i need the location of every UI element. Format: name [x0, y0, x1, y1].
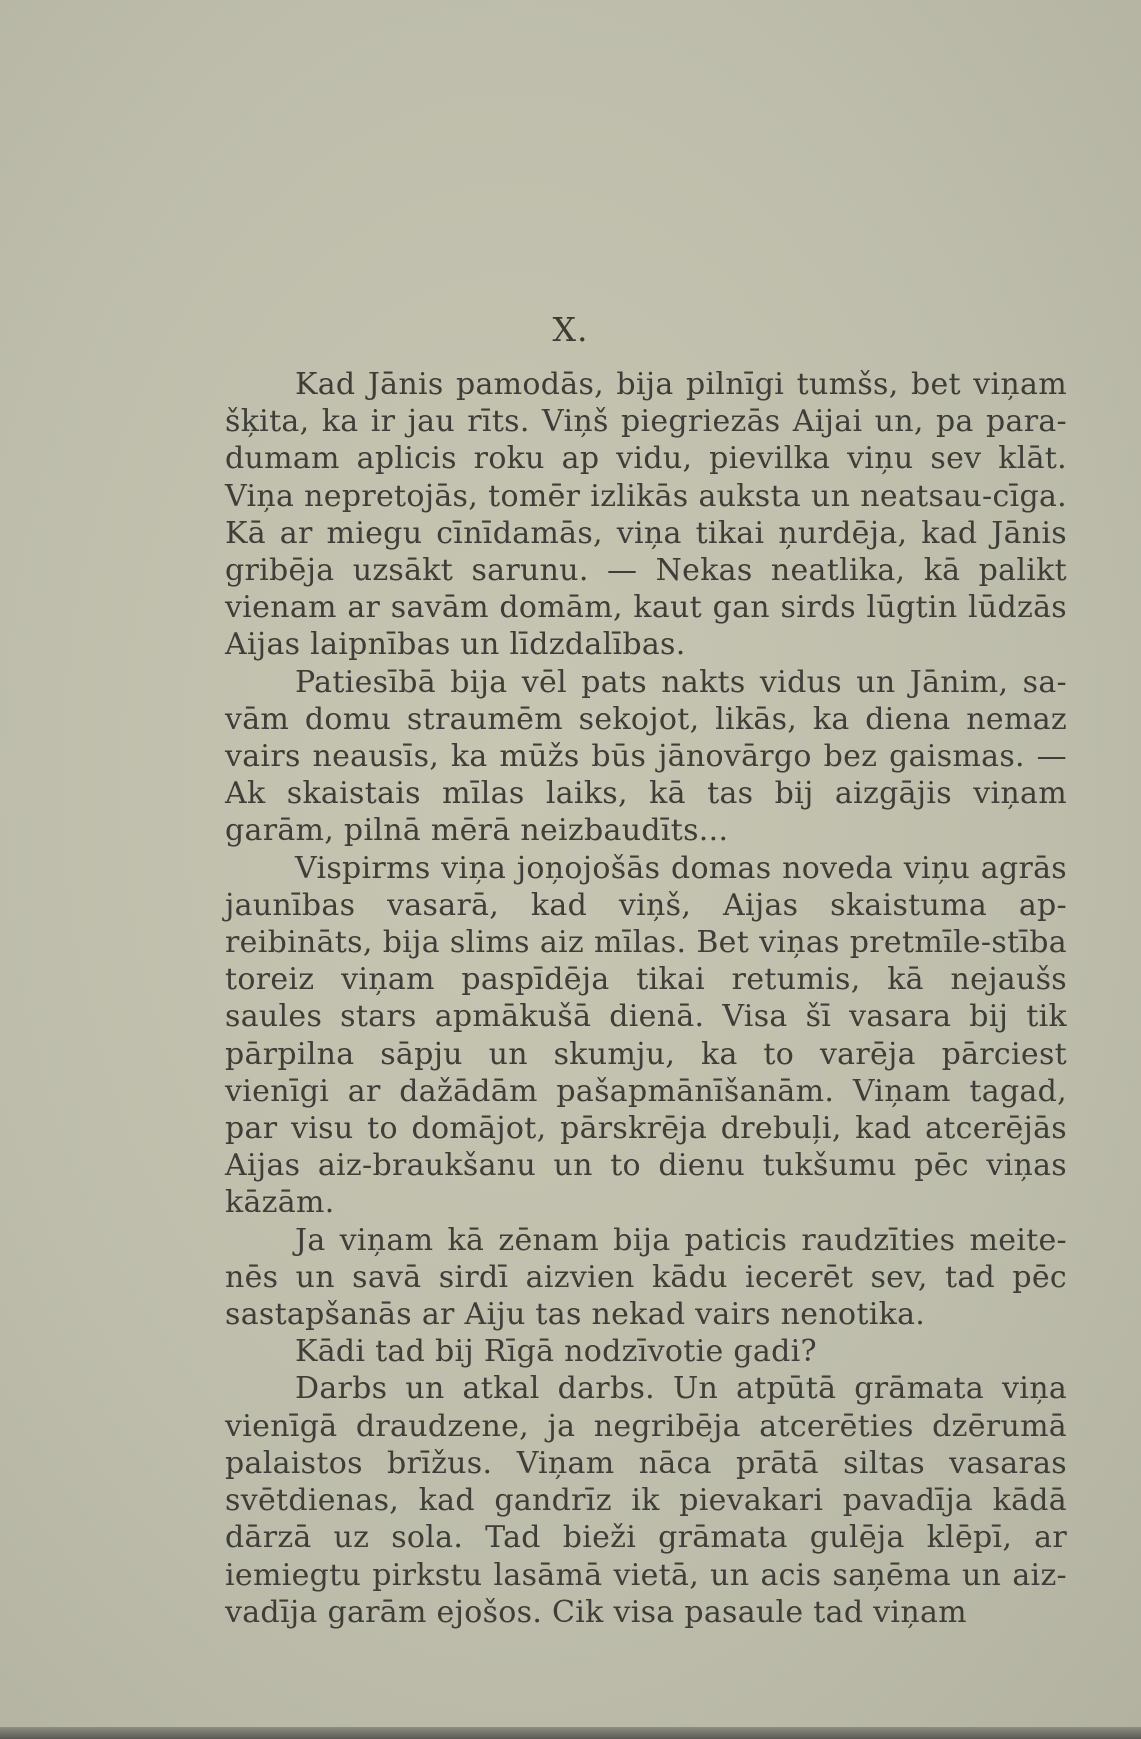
page-bottom-edge — [0, 1727, 1141, 1739]
chapter-number: X. — [552, 310, 589, 349]
paragraph: Patiesībā bija vēl pats nakts vidus un Jānim, sa-vām domu straumēm sekojot, likās, ka diena nemaz vairs neausīs, ka mūžs būs jānovārgo bez gaismas. — Ak skaistais mīlas laiks, kā tas bij aizgājis viņam garām, pilnā mērā neizbaudīts... — [225, 664, 1067, 849]
paragraph: Ja viņam kā zēnam bija paticis raudzīties meite-nēs un savā sirdī aizvien kādu iecerēt sev, tad pēc sastapšanās ar Aiju tas nekad vairs nenotika. — [225, 1222, 1067, 1333]
paragraph: Kad Jānis pamodās, bija pilnīgi tumšs, bet viņam šķita, ka ir jau rīts. Viņš piegriezās Aijai un, pa para-dumam aplicis roku ap vidu, pievilka viņu sev klāt. Viņa nepretojās, tomēr izlikās auksta un neatsau-cīga. Kā ar miegu cīnīdamās, viņa tikai ņurdēja, kad Jānis gribēja uzsākt sarunu. — Nekas neatlika, kā palikt vienam ar savām domām, kaut gan sirds lūgtin lūdzās Aijas laipnības un līdzdalības. — [225, 367, 1067, 663]
paragraph: Vispirms viņa joņojošās domas noveda viņu agrās jaunības vasarā, kad viņš, Aijas skaistuma ap-reibināts, bija slims aiz mīlas. Bet viņas pretmīle-stība toreiz viņam paspīdēja tikai retumis, kā nejaušs saules stars apmākušā dienā. Visa šī vasara bij tik pārpilna sāpju un skumju, ka to varēja pārciest vienīgi ar dažādām pašapmānīšanām. Viņam tagad, par visu to domājot, pārskrēja drebuļi, kad atcerējās Aijas aiz-braukšanu un to dienu tukšumu pēc viņas kāzām. — [225, 850, 1067, 1221]
chapter-text — [225, 366, 1067, 1631]
paragraph: Darbs un atkal darbs. Un atpūtā grāmata viņa vienīgā draudzene, ja negribēja atcerēties dzērumā palaistos brīžus. Viņam nāca prātā siltas vasaras svētdienas, kad gandrīz ik pievakari pavadīja kādā dārzā uz sola. Tad bieži grāmata gulēja klēpī, ar iemiegtu pirkstu lasāmā vietā, un acis saņēma un aiz-vadīja garām ejošos. Cik visa pasaule tad viņam — [225, 1371, 1067, 1630]
paragraph: Kādi tad bij Rīgā nodzīvotie gadi? — [295, 1334, 817, 1370]
